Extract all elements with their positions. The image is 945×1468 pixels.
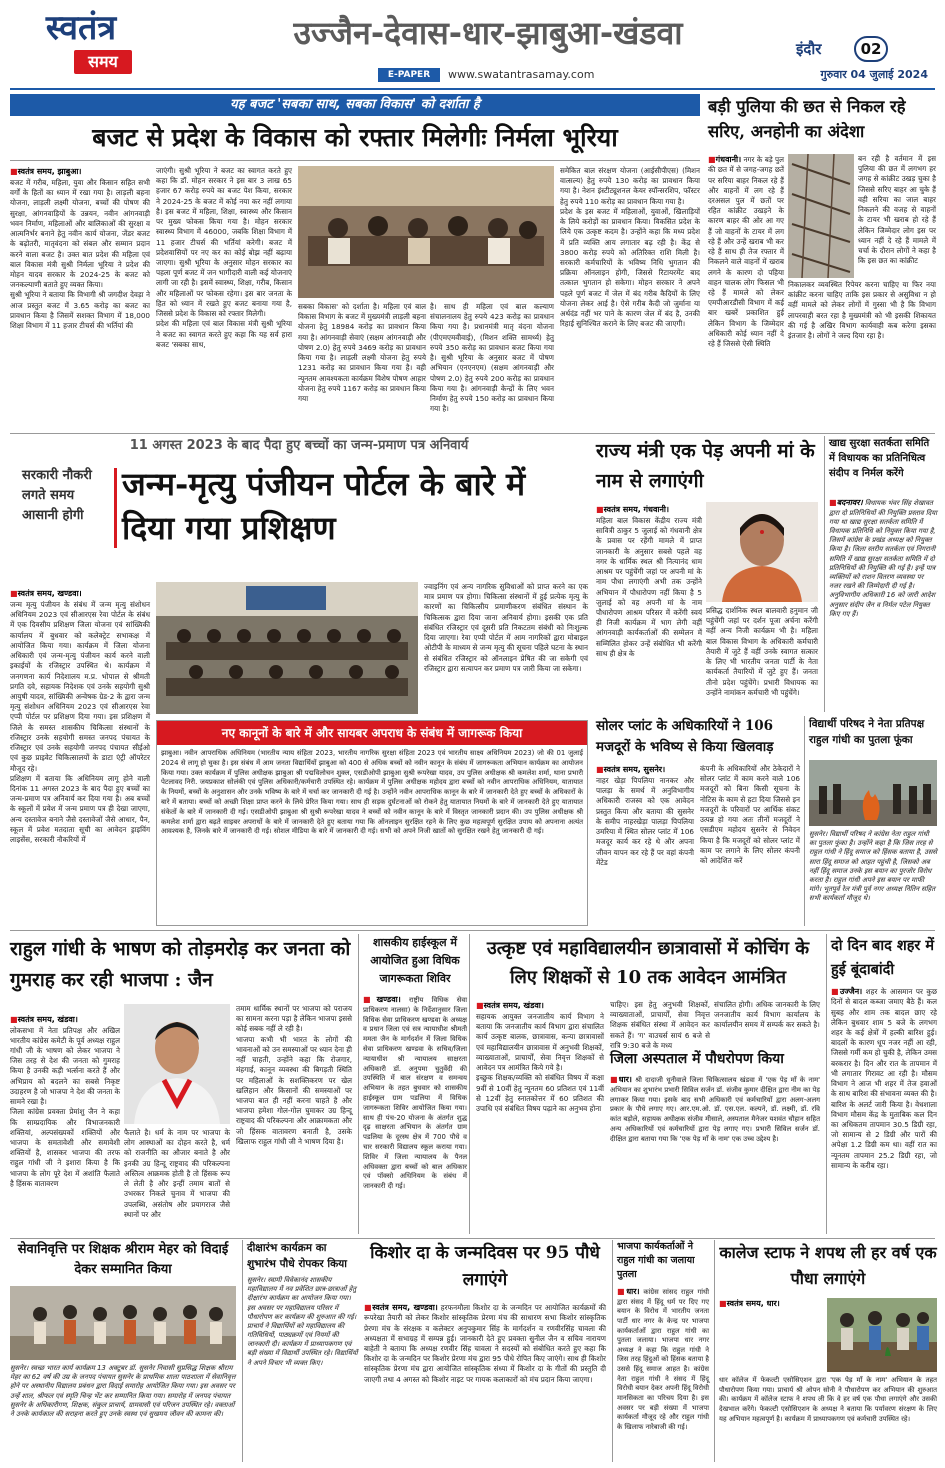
bjp-story	[10, 934, 352, 1234]
hospital-story	[610, 1048, 820, 1234]
hospital-headline: जिला अस्पताल में पौधरोपण किया	[610, 1051, 784, 1067]
lead-col-5: समेकित बाल संरक्षण योजना (आईसीपीएस) (मिशन वात्सल्य) हेतु रुपये 130 करोड़ का प्रावधान किया गया है। नेशन इंस्टीट्यूशनल केयर स्पॉन्सरशिप, फॉस्टर हेतु रुपये 110 करोड़ का प्रावधान किया गया है। प्रदेश के इस बजट में महिलाओं, युवाओं, खिलाड़ियों के लिये करोड़ों का प्रावधान किया। विकसित प्रदेश के लिये एक उत्कृष्ट कदम है। उन्होंने कहा कि मध्य प्रदेश में प्रति व्यक्ति आय लगातार बढ़ रही है। केंद्र से 3800 करोड़ रुपये को अतिरिक्त राशि मिली है। सरकारी कर्मचारियों के भविष्य निधि भुगतान की प्रक्रिया ऑनलाइन होगी, जिससे रिटायरमेंट बाद तत्काल भुगतान हो सकेगा। मोहन सरकार ने अपने पहले पूर्ण बजट में जेल में बंद गरीब कैदियों के लिए योजना लेकर आई है। ऐसे गरीब कैदी जो जुर्माना या अर्थदंड नहीं भर पाने के कारण जेल में बंद है, उनकी रिहाई सुनिश्चित कराने के लिए बजट की जाएगी।	[560, 166, 700, 329]
kishore-text: हरफनमौला किशोर दा के जन्मदिन पर आयोजित कार्यक्रमों की रूपरेखा तैयारी को लेकर किशोर सांस्कृतिक प्रेरणा मंच की साधारण सभा किशोर सांस्कृतिक प्रेरणा मंच के संरक्षक व कलेक्टर अनुपकुमार सिंह के मार्गदर्शन व रणवीरसिंह चावला की अध्यक्षता में सभाग्रह में सम्पन्न हुई। जानकारी देते हुए प्रवक्ता सुनील जैन व सचिव नारायण बाहेती ने बताया कि अध्यक्ष रणवीर सिंह चावला ने सदस्यों को संबोधित करते हुए कहा कि किशोर दा के जन्मदिन पर किशोर प्रेरणा मंच द्वारा 95 पौधे रोपित किए जाएंगे। साथ ही किशोर सांस्कृतिक प्रेरणा मंच द्वारा आयोजित सांस्कृतिक संध्या में किशोर दा के गीतों की प्रस्तुति दी जाएगी तथा 4 अगस्त को किशोर नाइट पर गायक कलाकारों को मंच प्रदान किया जाएगा।	[364, 1303, 606, 1384]
college-byline: ■ स्वतंत्र समय, धार।	[719, 1299, 780, 1308]
website-link[interactable]: www.swatantrasamay.com	[448, 68, 595, 81]
hostel-byline: ■ स्वतंत्र समय, खंडवा।	[476, 1000, 606, 1011]
solar-col-1: नाहर खेड़ा पिपलिया नानकर और पालड़ा के समर्थ में अनुविभागीय अधिकारी राजस्व को एक आवेदन प्रस्तुत किया और बताया की सुसनेर के समीप नाहरखेड़ा पालड़ा पिपलिया उमरिया में स्थित सोलर प्लांट में 106 मजदूर कार्य कर रहे थे और अपना जीवन यापन कर रहे हैं पर वहां कंपनी मेंटेड	[596, 776, 694, 867]
tree-minister-col-1: महिला बाल विकास केंद्रीय राज्य मंत्री सावित्री ठाकुर 5 जुलाई को गंधवानी क्षेत्र के प्रवास पर रहेंगी मामले में प्राप्त जानकारी के अनुसार सबसे पहले वह नगर के धार्मिक स्थल श्री नित्यानंद धाम आश्रम पर पहुंचेंगी जहां पर अपनी मां के नाम पौधा लगाएंगी अभी तक उन्होंने अभियान में पौधारोपण नहीं किया है 5 जुलाई को वह अपनी मां के नाम पौधारोपण आश्रम परिसर में करेंगी स्वयं ही निजी कार्यक्रम में भाग लेगी वहीं आंगनवाड़ी कार्यकर्ताओं की सम्मेलन में सम्मिलित होकर उन्हें संबोधित भी करेंगी साथ ही क्षेत्र के	[596, 516, 702, 658]
birth-quote-rule	[114, 468, 117, 548]
rain-headline: दो दिन बाद शहर में हुई बूंदाबांदी	[831, 937, 935, 978]
solar-col-2: कंपनी के अधिकारियों और ठेकेदारों ने सोलर प्लांट में काम करने वाले 106 मजदूरों को बिना किसी सूचना के नोटिस के काम से हटा दिया जिससे इन मजदूरों के परिवारों पर आर्थिक संकट उत्पन्न हो गया अतः तीनों मजदूरों ने एसडीएम महोदय सुसनेर से निवेदन किया है कि मजदूरों को सोलर प्लांट में काम पर लगाने के लिए सोलर कंपनी को आदेशित करें	[700, 764, 800, 865]
kishore-body	[364, 1302, 606, 1462]
college-body	[719, 1298, 825, 1368]
court-camp-body	[363, 994, 467, 1234]
bridge-byline: ■ गंधवानी।	[708, 155, 741, 164]
birth-photo	[156, 582, 418, 714]
new-laws-banner: नए कानूनों के बारे में और सायबर अपराध के संबंध में जागरूक किया	[157, 721, 587, 745]
bridge-col-2: बन रही है वर्तमान में इस पुलिया की छत में लगभग हर जगह से कांक्रीट उखड़ चुका है जिससे सरिए बाहर आ चुके हैं वही सरिया का जाल बाहर निकलने की वजह से वाहनों के टायर भी खराब हो रहे हैं लेकिन जिम्मेदार लोग इस पर ध्यान नहीं दे रहे हैं मामले में चर्चा के दौरान लोगों ने कहा है कि इस छत का कांक्रीट	[858, 154, 936, 266]
hospital-body	[610, 1074, 820, 1234]
convocation-headline: दीक्षारंभ कार्यक्रम का शुभारंभ पौधे रोपकर किया	[247, 1242, 347, 1270]
food-safety-byline: ■ बदनावर।	[829, 498, 863, 507]
hospital-byline: ■ धार।	[610, 1075, 632, 1084]
teacher-story	[10, 1240, 236, 1462]
lead-headline: बजट से प्रदेश के विकास को रफ्तार मिलेगीः निर्मला भूरिया	[92, 123, 618, 152]
solar-headline: सोलर प्लांट के अधिकारियों ने 106 मजदूरों के भविष्य से किया खिलवाड़	[596, 718, 774, 755]
effigy2-byline: ■ धार।	[617, 1287, 640, 1296]
section-rule-3	[10, 1238, 935, 1239]
effigy2-text: कांग्रेस सांसद राहुल गांधी द्वारा संसद में हिंदू धर्म पर दिए गए बयान के विरोध में भारतीय जनता पार्टी धार नगर के केन्द्र पर भाजपा कार्यकर्ताओं द्वारा राहुल गांधी का पुतला जलाया। भाजपा धार नगर अध्यक्ष ने कहा कि राहुल गांधी ने जिस तरह हिंदुओं को हिंसक बताया है उससे हिंदू समाज आहत है। कांग्रेस नेता राहुल गांधी ने संसद में हिंदू विरोधी बयान देकर अपनी हिंदू विरोधी मानसिकता का परिचय दिया है। इस अवसर पर बड़ी संख्या में भाजपा कार्यकर्ता मौजूद रहे और राहुल गांधी के खिलाफ नारेबाजी की गई।	[617, 1288, 710, 1431]
tree-minister-headline: राज्य मंत्री एक पेड़ अपनी मां के नाम से लगाएंगी	[596, 440, 815, 492]
teacher-headline: सेवानिवृत्ति पर शिक्षक श्रीराम मेहर को विदाई देकर सम्मानित किया	[17, 1242, 229, 1277]
bjp-byline: ■ स्वतंत्र समय, खंडवा।	[10, 1015, 78, 1024]
lead-kicker: यह बजट 'सबका साथ, सबका विकास' को दर्शाता है	[10, 94, 700, 116]
tree-minister-story	[596, 436, 818, 712]
college-photo	[827, 1298, 937, 1372]
masthead	[0, 0, 945, 90]
epaper-label: E-PAPER	[378, 68, 440, 82]
issue-date: गुरुवार 04 जुलाई 2024	[820, 68, 928, 81]
food-safety-text: विधायक भंवर सिंह शेखावत द्वारा दो प्रतिनिधियों की नियुक्ति प्रस्ताव दिया गया था खाद्य सुरक्षा सतर्कता समिति में विधायक प्रतिनिधि को नियुक्त किया गया है, जिसमें कांग्रेस के प्रखंड अध्यक्ष को नियुक्त किया है। जिला स्तरीय सतर्कता एवं निगरानी समिति में खाद्य सुरक्षा सतर्कता समिति में दो प्रतिनिधियों की नियुक्ति की गई है। इन्हें पात्र व्यक्तियों को राशन वितरण व्यवस्था पर नजर रखने की जिम्मेदारी दी गई है। अनुविभागीय अधिकारी 16 को जारी आदेश अनुसार संदीप जैन व निर्मल पटेल नियुक्त किए गए हैं।	[829, 499, 937, 618]
hostel-col-2: चाहिए। इस हेतु अनुभवी शिक्षकों, व्याख्याताओं, प्राचार्यों, सेवा निवृत्त शिक्षक संबंधित संस्था में आवेदन कर सकते हैं। 'ग' वाउचर्स सायं 6 बजे से रात्रि 9:30 बजे के मध्य	[610, 1000, 710, 1050]
hostel-col-1: सहायक आयुक्त जनजातीय कार्य विभाग ने बताया कि जनजातीय कार्य विभाग द्वारा संचालित कार्य उत्कृष्ट बालक, छात्रावास, कन्या छात्रावासों एवं महाविद्यालयीन छात्रावास में अनुभवी शिक्षकों, व्याख्याताओं, प्राचार्यों, सेवा निवृत्त शिक्षकों से आवेदन पत्र आमंत्रित किये गये है। इच्छुक शिक्षक/व्यक्ति को संबंधित विषय में कक्षा 9वीं से 10वीं हेतु न्यूनतम 60 प्रतिशत एवं 11वीं से 12वीं हेतु स्नातकोत्तर में 60 प्रतिशत की उपाधि एवं संबंधित विषय पढ़ाने का अनुभव होना	[476, 1012, 604, 1113]
solar-byline: ■ स्वतंत्र समय, सुसनेर।	[596, 764, 696, 775]
effigy2-body	[617, 1286, 709, 1462]
birth-headline: जन्म-मृत्यु पंजीयन पोर्टल के बारे में दिया गया प्रशिक्षण	[122, 465, 526, 547]
bridge-rebar-photo	[788, 154, 854, 278]
college-story	[714, 1240, 936, 1462]
bjp-col-1	[10, 1004, 120, 1234]
rain-byline: ■ उज्जैन।	[831, 987, 862, 996]
convocation-caption: सुसनेर। स्वामी विवेकानंद शासकीय महाविद्यालय में नव प्रवेशित छात्र-छात्राओं हेतु दीक्षारंभ कार्यक्रम का आयोजन किया गया। इस अवसर पर महाविद्यालय परिसर में पौधारोपण कर कार्यक्रम की शुरुआत की गई। प्राचार्य ने विद्यार्थियों को महाविद्यालय की गतिविधियों, पाठ्यक्रमों एवं नियमों की जानकारी दी। कार्यक्रम में प्राध्यापकगण एवं बड़ी संख्या में विद्यार्थी उपस्थित रहे। विद्यार्थियों ने अपने विचार भी व्यक्त किए।	[247, 1276, 358, 1367]
college-headline: कालेज स्टाफ ने शपथ ली हर वर्ष एक पौधा लगाएंगे	[719, 1243, 937, 1288]
jain-photo	[124, 1004, 230, 1124]
birth-kicker: 11 अगस्त 2023 के बाद पैदा हुए बच्चों का जन्म-प्रमाण पत्र अनिवार्य	[129, 438, 469, 453]
page-number: 02	[854, 36, 888, 62]
kishore-byline: ■ स्वतंत्र समय, खण्डवा।	[364, 1303, 438, 1312]
effigy2-story	[612, 1240, 708, 1462]
effigy-photo	[809, 760, 937, 826]
hostel-col-3: संचालित होगी। अधिक जानकारी के लिए जनजातीय कार्य विभाग कार्यालय के कार्यालयीन समय में सम्पर्क कर सकते है।	[714, 1000, 820, 1030]
logo	[22, 8, 140, 80]
section-rule-2	[10, 930, 935, 931]
meeting-photo	[298, 166, 554, 298]
farewell-group-photo	[10, 1286, 236, 1360]
effigy-caption: सुसनेर। विद्यार्थी परिषद ने कांग्रेस नेता राहुल गांधी का पुतला फूंका है। उन्होंने कहा है कि जिस तरह से राहुल गांधी ने हिंदू समाज को हिंसक बताया है, उससे सारा हिंदू समाज को आहत पहुंची है, जिसको अब नहीं हिंदू समाज उनके इस बयान का पुरजोर विरोध करता है। राहुल गांधी अपने इस बयान पर माफी मांगे। भूतपूर्व रेल मंत्री पूर्व नगर अध्यक्ष नितिन सहित सभी कार्यकर्ता मौजूद थे।	[809, 830, 938, 903]
lead-rule	[10, 160, 700, 161]
epaper-strip	[378, 68, 768, 82]
lead-col-2: जाएंगी। सुश्री भूरिया ने बजट का स्वागत करते हुए कहा कि डॉ. मोहन सरकार ने इस बार 3 लाख 65 हजार 67 करोड़ रुपये का बजट पेश किया, सरकार ने 2024-25 के बजट में कोई नया कर नहीं लगाया है। इस बजट में महिला, शिक्षा, स्वास्थ्य और किसान पर मुख्य फोकस किया गया है। मोहन सरकार स्वास्थ्य विभाग में 46000, जबकि शिक्षा विभाग में 11 हजार टीचर्स की भर्तियां करेगी। बजट में प्रदेशवासियों पर नए कर का कोई बोझ नहीं बढ़ाया जाएगा। सुश्री भूरिया के अनुसार मोहन सरकार का पहला पूर्ण बजट में जन भागीदारी वाली कई योजनाएं लागी जा रही है। इसमें स्वास्थ्य, शिक्षा, गरीब, किसान और महिलाओं पर फोकस रहेगा। इस बार जनता के हित को ध्यान में रखते हुए बजट बनाया गया है, जिससे प्रदेश के विकास को रफ्तार मिलेगी। प्रदेश की महिला एवं बाल विकास मंत्री सुश्री भूरिया ने बजट का स्वागत करते हुए कहा कि यह सर्व हारा बजट 'सबका साथ,	[156, 166, 292, 349]
logo-bottom: समय	[74, 50, 132, 74]
rain-body	[831, 986, 937, 1234]
city-box	[796, 36, 892, 62]
court-camp-headline: शासकीय हाईस्कूल में आयोजित हुआ विधिक जागरूकता शिविर	[370, 936, 460, 985]
lead-col-3: सबका विकास' को दर्शाता है। महिला एवं बाल विकास विभाग के बजट में मुख्यमंत्री लाड़ली बहना योजना हेतु 18984 करोड़ का प्रावधान किया गया है। आंगनवाड़ी सेवाएं (सक्षम आंगनवाड़ी और पोषण 2.0) हेतु रुपये 3469 करोड़ का प्रावधान किया गया है। लाड़ली लक्ष्मी योजना हेतु रुपये 1231 करोड़ का प्रावधान किया गया है। वही न्यूनतम आवश्यकता कार्यक्रम विशेष पोषण आहार योजना हेतु रुपये 1167 करोड़ का प्रावधान किया गया	[298, 302, 426, 403]
birth-col-2: ज्वाइनिंग एवं अन्य नागरिक सुविधाओं को प्राप्त करने का एक मात्र प्रमाण पत्र होगा। चिकित्सा संस्थानों में हुई प्रत्येक मृत्यु के कारणों का चिकित्सीय प्रमाणीकरण संबंधित संस्थान के चिकित्सक द्वारा दिया जाना अनिवार्य होगा। इसकी एक प्रति संबंधित रजिस्ट्रार एवं दूसरी प्रति निकटतम संबंधी को निःशुल्क दिया जाएगा। रेवा एप्पी पोर्टल में आम नागरिकों द्वारा मोबाइल ओटीपी के माध्यम से जन्म मृत्यु की सूचना पहिले घटना के स्थान से संबंधित रजिस्ट्रार को ऑनलाइन प्रेषित की जा सकेगी एवं रजिस्ट्रार द्वारा सत्यापन कर प्रमाण पत्र जारी किया जा सकेगा।	[424, 582, 588, 673]
food-safety-body	[829, 498, 937, 712]
lead-col-1: बजट में गरीब, महिला, युवा और किसान सहित सभी वर्गों के हितों का ध्यान में रखा गया है। लाड़ली बहना योजना, लाड़ली लक्ष्मी योजना, बच्चों की पोषण की सुरक्षा, आंगनवाड़ियों के उन्नयन, नवीन आंगनवाड़ी भवन निर्माण, महिलाओं और बालिकाओं की सुरक्षा व आत्मनिर्भर बनाने हेतु नवीन कार्य योजना, जेंडर बजट के बढ़ोतरी, मातृवंदना को संबल और सम्मान प्रदान करने वाला बजट है। उक्त बात प्रदेश की महिला एवं बाल विकास मंत्री सुश्री निर्मला भूरिया ने प्रदेश की मोहन यादव सरकार के 2024-25 के बजट को जनकल्याणी बताते हुए व्यक्त किया। सुश्री भूरिया ने बताया कि विभागी श्री जगदीश देवड़ा ने आज प्रस्तुत बजट में 3.65 करोड़ का बजट का प्रावधान किया है जिसमें सशक्त विभाग में 18,000 शिक्षा विभाग में 11 हजार टीचर्स की भर्तियां की	[10, 178, 150, 331]
lead-col-4: है। साथ ही महिला एवं बाल कल्याण संचालनालय हेतु रुपये 423 करोड़ का प्रावधान किया गया है। प्रधानमंत्री मातृ वंदना योजना (पीएमएमवीवाई), (मिशन शक्ति सामर्थ्य) हेतु रुपये 350 करोड़ का प्रावधान बजट किया गया है। सुश्री भूरिया के अनुसार बजट में पोषण अभियान (एनएनएम) (सक्षम आंगनवाड़ी और पोषण 2.0) हेतु रुपये 200 करोड़ का प्रावधान किया गया है। आंगनवाड़ी केन्द्रों के लिए भवन निर्माण हेतु रुपये 150 करोड़ का प्रावधान किया गया है।	[430, 302, 554, 414]
bridge-headline: बड़ी पुलिया की छत से निकल रहे सरिए, अनहोनी का अंदेशा	[708, 97, 906, 141]
bjp-headline: राहुल गांधी के भाषण को तोड़मरोड़ कर जनता को गुमराह कर रही भाजपा : जैन	[10, 938, 351, 991]
kishore-headline: किशोर दा के जन्मदिवस पर 95 पौधे लगाएंगे	[370, 1243, 600, 1290]
birth-byline: ■ स्वतंत्र समय, खण्डवा।	[10, 588, 150, 599]
logo-top: स्वतंत्र	[45, 8, 117, 48]
rain-text: शहर के आसमान पर कुछ दिनों से बादल कब्जा जमाए बैठे हैं। कल सुबह और शाम तक बादल छाए रहे लेकिन बुधवार शाम 5 बजे के लगभग शहर के कई क्षेत्रों में हल्की बारिश हुई। बादलों के कारण धूप नजर नहीं आ रही, जिससे गर्मी कम हो चुकी है, लेकिन उमस बरकरार है। दिन और रात के तापमान में भी लगातार गिरावट आ रही है। मौसम विभाग ने आज भी शहर में तेज हवाओं के साथ बारिश की संभावना व्यक्त की है। बारिश के अलर्ट जारी किया है। वेधशाला विभाग मौसम केंद्र के मुताबिक कल दिन का अधिकतम तापमान 30.5 डिग्री रहा, जो सामान्य से 2 डिग्री और पारों की अपेक्षा 1.2 डिग्री कम था। वहीं रात का न्यूनतम तापमान 25.2 डिग्री रहा, जो सामान्य के करीब रहा।	[831, 987, 937, 1170]
bjp-col-2: फैलाते है। धर्म के नाम पर भाजपा के लोग आस्थाओं का दोहन करते है, धर्म को राजनीति का औजार बनाते है और इनकी उग्र हिन्दू राष्ट्रवाद की परिकल्पना अस्तित्व आक्रमक होती है तो हिंसक रूप ले लेती है और इन्हीं तमाम बातों से उभरकर निकले चुनाव में भाजपा की उपलब्धि, असंतोष और प्रयागराज जैसे स्थानों पर और	[124, 1128, 230, 1219]
court-camp-byline: ■ खण्डवा।	[363, 995, 401, 1004]
section-rule-1	[10, 433, 935, 434]
bjp-col-3: तमाम धार्मिक स्थानों पर भाजपा को पराजय का सामना करना पड़ा है लेकिन भाजपा इससे कोई सबक नहीं ले रही है। भाजपा कभी भी भारत के लोगों की भावनाओं को उन समस्याओं पर ध्यान देना ही नहीं चाहती, उन्होंने कहा कि रोजगार, मंहगाई, कानून व्यवस्था की बिगड़ती स्थिति पर महिलाओं के सशक्तिकरण पर खेल खलिहान और किसानों की समस्याओं पर भाजपा बात ही नहीं करना चाहते है और भाजपा हमेशा गोल-गोल घुमाकर उग्र हिन्दू राष्ट्रवाद की परिकल्पना और आक्रामकता और जो हिंसक वातावरण बनाती है, उसके खिलाफ राहुल गांधी जी ने भाषण दिया है।	[236, 1004, 352, 1146]
college-text: धार कॉलेज में फेकल्टी एसोसिएशन द्वारा 'एक पेड़ माँ के नाम' अभियान के तहत पौधारोपण किया गया। प्राचार्य श्री ओपन सोनी ने पौधारोपण कर अभियान की शुरुआत की। कार्यक्रम में कॉलेज स्टाफ ने शपथ ली कि वे हर वर्ष एक पौधा लगाएंगे और उसकी देखभाल करेंगे। फेकल्टी एसोसिएशन के अध्यक्ष ने बताया कि पर्यावरण संरक्षण के लिए यह अभियान महत्वपूर्ण है। कार्यक्रम में प्राध्यापकगण एवं कर्मचारी उपस्थित रहे।	[719, 1376, 937, 1423]
teacher-photo	[10, 1286, 236, 1360]
court-camp-story	[358, 934, 470, 1234]
effigy-story	[804, 716, 936, 926]
new-laws-body: झाबुआ। नवीन आपराधिक अधिनियम (भारतीय न्याय संहिता 2023, भारतीय नागरिक सुरक्षा संहिता 2023 एवं भारतीय साक्ष्य अधिनियम 2023) जो की 01 जुलाई 2024 से लागू हो चुका है। इस संबंध में आम जनता विद्यार्थियों झाबुआ को 400 से अधिक बच्चों को नवीन कानून के संबंध में जागरूकता अभियान कार्यक्रम का आयोजन किया गया। उक्त कार्यक्रम में पुलिस अधीक्षक झाबुआ श्री पद्मविलोचन शुक्ल, एसडीओपी झाबुआ सुश्री रूपरेखा यादव, उप पुलिस अधीक्षक श्री कमलेश शर्मा, थाना प्रभारी पेटलावद निरी. जयप्रकाश सोलंकी एवं पुलिस अधिकारी/कर्मचारी उपस्थित रहे। कार्यक्रम में पुलिस अधीक्षक महोदय द्वारा बच्चों को नवीन आपराधिक अधिनियम, यातायात के नियमों, बच्चों के अनुशासन और उनके भविष्य के बारे में चर्चा कर जानकारी दी गई है। उन्होंने नवीन आपराधिक कानून के बारे में जानकारी देते हुए बच्चों के अधिकारों के बारे में बताया। बच्चों को अच्छी शिक्षा प्राप्त करने के लिये प्रेरित किया गया। साथ ही सड़क दुर्घटनाओं को रोकने हेतु यातायात नियमों के बारे में जानकारी देते हुए यातायात संकेतों के बारे में जानकारी दी गई। एसडीओपी झाबुआ श्री सुश्री रूपरेखा यादव ने बच्चों को नवीन कानून के बारे में विस्तृत जानकारी प्रदान की। उप पुलिस अधीक्षक श्री कमलेश शर्मा द्वारा बढ़ते साइबर अपराधों के बारे में जानकारी देते हुए बताया गया कि ऑनलाइन सुरक्षित रहने के लिए कुछ महत्वपूर्ण सुरक्षित उपाय को अपनाना अत्यंत आवश्यक है, जिनके बारे में जानकारी दी गई। सोशल मीडिया के बारे में जानकारी दी गई। सभी को अपने निजी खातों को सुरक्षित रखने हेतु जानकारी दी गई।	[161, 749, 583, 836]
new-laws-story	[156, 720, 588, 926]
rain-story	[826, 934, 936, 1234]
minister-portrait	[706, 502, 818, 602]
bjp-text-1: लोकसभा में नेता प्रतिपक्ष और अखिल भारतीय कांग्रेस कमेटी के पूर्व अध्यक्ष राहुल गांधी जी के भाषण को लेकर भाजपा ने जिस तरह से देश की जनता को गुमराह किया है उनकी कड़ी भर्त्सना करते हैं और अभिप्राय को बदलने का सबसे निकृष्ट उदाहरण है जो भाजपा ने देश की जनता के सामने रखा है। जिला कांग्रेस प्रवक्ता प्रेमांशु जैन ने कहा कि साम्प्रदायिक और विभाजनकारी शक्तियां, अल्पसंख्यकों शक्तियों और भाजपा के समतावेशी और समावेशी शक्तियों है, शासकर भाजपा की तरफ राहुल गांधी जी ने इशारा किया है कि भाजपा के लोग पूरे देश में अशांति फैलाते है हिंसक वातावरण	[10, 1025, 120, 1188]
food-safety-story	[824, 436, 936, 712]
bridge-text-1: नगर के बड़े पुल की छत में से जगह-जगह छतें पर सरिया बाहर निकल रहे हैं और वाहनों में लग रहे हैं दरअसल पुल में छतों पर रहित कांक्रीट उखड़ने के कारण बाहर की ओर आ गए हैं जो वाहनों के टायर में लग रहे हैं और उन्हें खराब भी कर रहे हैं साथ ही तेज रफ्तार में निकलने वाले वाहनों में खराब लगने के कारण दो पहिया वाहन चालक लोग फिसल भी रहे हैं मामले को लेकर एमपीआरडीसी विभाग में कई बार खबरें प्रकाशित हुई लेकिन विभाग के जिम्मेदार अधिकारी कोई ध्यान नहीं दे रहे हैं जिससे ऐसी स्थिति	[708, 155, 784, 349]
city-name: इंदौर	[796, 40, 822, 58]
hospital-text: श्री दादाजी धूनीवाले जिला चिकित्सालय खंडवा में 'एक पेड़ माँ के नाम' अभियान का शुभारंभ प्रभारी सिविल सर्जन डॉ. संजीव कुमार दीक्षित द्वारा नीम का पेड़ लगाकर किया गया। इसके बाद सभी अधिकारी एवं कर्मचारियों द्वारा अलग-अलग प्रकार के पौधे लगाए गए। आर.एम.ओ. डॉ. एस.एल. कल्पने, डॉ. लक्ष्मी, डॉ. रवि कांत बड़ोले, सहायक अधीक्षक संजीव मीसाले, अस्पताल मैनेजर यशवंत चौहान सहित अन्य अधिकारियों एवं कर्मचारियों द्वारा पेड़ लगाए गए। प्रभारी सिविल सर्जन डॉ. दीक्षित द्वारा बताया गया कि 'एक पेड़ माँ के नाम' एक उच्च उद्देश्य है।	[610, 1076, 820, 1143]
convocation-story	[242, 1240, 358, 1462]
masthead-rule	[10, 88, 935, 90]
bridge-photo	[788, 154, 854, 278]
teacher-caption: सुसनेर। स्वच्छ भारत कार्य कार्यक्रम 13 अक्टूबर डॉ. सुसनेर निवासी सुप्रसिद्ध शिक्षक श्रीराम मेहर का 62 वर्ष की उम्र के जनपद पंचायत सुसनेर के प्राथमिक शाला पाठशाला में सेवानिवृत्त होने पर अस्थानीय विद्यालय प्रबंधन द्वारा विदाई समारोह आयोजित किया गया। इस अवसर पर उन्हें शाल, श्रीफल एवं स्मृति चिन्ह भेंट कर सम्मानित किया गया। समारोह में जनपद पंचायत सुसनेर के अधिकारीगण, शिक्षक, संकुल प्राचार्य, ग्रामवासी एवं परिजन उपस्थित रहे। वक्ताओं ने उनके कार्यकाल की सराहना करते हुए उनके स्वस्थ एवं सुखमय जीवन की कामना की।	[10, 1364, 236, 1418]
minister-photo	[706, 502, 818, 602]
tree-minister-col-2: प्रसिद्ध दार्शनिक स्थल बालवारी हनुमान जी पहुंचेंगी जहां पर दर्शन पूजा अर्चना करेंगी वहीं अन्य निजी कार्यक्रम भी है। महिला बाल विकास विभाग के अधिकारी कर्मचारी तैयारी में जुटे हैं वहीं उनके स्वागत सत्कार के लिए भी भारतीय जनता पार्टी के नेता कार्यकर्ता तैयारियों में जुटे हुए हैं। जनता तीनो प्रदेश पहुंचेंगे। प्रभारी विधायक का उन्होंने नामांकन कर्मचारी भी पहुंचेंगे।	[706, 606, 818, 697]
bridge-col-3: निकालकर व्यवस्थित रिपेयर करना चाहिए या फिर नया कांक्रीट करना चाहिए ताकि इस प्रकार से असुविधा न हो वहीं मामले को लेकर लोगों में गुस्सा भी है कि विभाग लापरवाही बरत रहा है मुख्यमंत्री को भी इसकी शिकायत की गई है अखिर विभाग कार्यवाही कब करेगा इसका इंतजार है। लोगों ने जल्द दिया रहा है।	[788, 280, 936, 341]
effigy-headline: विद्यार्थी परिषद ने नेता प्रतिपक्ष राहुल गांधी का पुतला फूंका	[809, 718, 925, 746]
court-camp-text: राष्ट्रीय विधिक सेवा प्राधिकरण नालसा) के निर्देशानुसार जिला विधिक सेवा प्राधिकरण खण्डवा के अध्यक्ष व प्रधान जिला एवं सत्र न्यायाधीश श्रीमती ममता जैन के मार्गदर्शन में जिला विधिक सेवा प्राधिकरण खण्डवा के सचिव/जिला न्यायाधीश श्री न्यायालय साक्षरता अधिकारी डॉ. अनुपमा चुतुर्वेदी की उपस्थिति में बाल संरक्षण व समन्वय अभियान के तहत बुधवार को शासकीय हाईस्कूल ग्राम पडलिया में विधिक जागरूकता शिविर आयोजित किया गया। साथ ही पंच-20 योजना के अंतर्गत शुद्ध दृढ़ साक्षरता अभियान के अंतर्गत ग्राम पडलिया के दूरस्थ क्षेत्र में 700 पौधे व चार सरकारी विद्यालय स्कूल कराया गया। शिविर में जिला न्यायालय के पैनल अधिवक्ता द्वारा बच्चों को बाल अधिकार एवं पॉक्सो अधिनियम के संबंध में जानकारी दी गई।	[363, 996, 467, 1191]
lead-byline: ■ स्वतंत्र समय, झाबुआ।	[10, 166, 150, 177]
edition-title: उज्जैन-देवास-धार-झाबुआ-खंडवा	[293, 14, 683, 52]
tree-minister-byline: ■ स्वतंत्र समय, गंधवानी।	[596, 504, 716, 515]
hostel-headline: उत्कृष्ट एवं महाविद्यालयीन छात्रावासों में कोचिंग के लिए शिक्षकों से 10 तक आवेदन आमंत्रित	[486, 938, 810, 988]
jain-portrait	[124, 1004, 230, 1124]
lead-story	[10, 94, 700, 430]
training-hall-photo	[156, 582, 418, 714]
bridge-col-1	[708, 154, 784, 428]
bridge-story	[708, 94, 936, 430]
food-safety-headline: खाद्य सुरक्षा सतर्कता समिति में विधायक का प्रतिनिधित्व संदीप व निर्मल करेंगे	[829, 438, 930, 479]
solar-story	[596, 716, 800, 926]
kishore-story	[364, 1240, 606, 1462]
birth-side-quote: सरकारी नौकरी लगते समय आसानी होगी	[22, 468, 92, 523]
effigy2-headline: भाजपा कार्यकर्ताओं ने राहुल गांधी का जलाया पुतला	[617, 1241, 695, 1280]
lead-photo	[298, 166, 554, 298]
birth-col-1: जन्म मृत्यु पंजीयन के संबंध में जन्म मृत्यु संशोधन अधिनियम 2023 एवं सीआरएस रेवा पोर्टल के संबंध में एक दिवसीय प्रशिक्षण जिला योजना एवं सांख्यिकी कार्यालय में बुधवार को कलेक्ट्रेट सभाकक्ष में आयोजित किया गया। कार्यक्रम में जिला योजना अधिकारी एवं जन्म-मृत्यु पंजीयन कार्य करने वाली इकाईयों के रजिस्ट्रार उपस्थित थे। कार्यक्रम में जनगणना कार्य निदेशालय म.प्र. भोपाल से श्रीमती प्रगति दवे, सहायक निदेशक एवं उनके सहयोगी सुश्री आयुषी यादव, सांख्यिकी अन्वेषक ग्रेड-2 के द्वारा जन्म मृत्यु संशोधन अधिनियम 2023 एवं सीआरएस रेवा एप्पी पोर्टल पर प्रशिक्षण दिया गया। इस प्रशिक्षण में जिले के समस्त शासकीय चिकित्सा संस्थानों के रजिस्ट्रार उनके सहयोगी समस्त जनपद पंचायत के रजिस्ट्रार एवं उनके सहयोगी जनपद पंचायत सीईओ एवं कुछ प्राइवेट चिकित्सालयों के डाटा एंट्री ऑपरेटर मौजूद रहे। प्रशिक्षण में बताया कि अधिनियम लागू होने वाली दिनांक 11 अगस्त 2023 के बाद पैदा हुए बच्चों का जन्म-प्रमाण पत्र अनिवार्य कर दिया गया है। अब बच्चों के स्कूलों में प्रवेश में जन्म प्रमाण पत्र ही देखा जाएगा, अन्य दस्तावेज बनाने जैसे दस्तावेजों जैसे आधार, पैन, स्कूल में प्रवेश मतदाता सूची का आवेदन ड्राइविंग लाइसेंस, सरकारी नौकरियों में	[10, 600, 150, 845]
college-plantation-photo	[827, 1298, 937, 1372]
effigy-burning-photo	[809, 760, 937, 826]
